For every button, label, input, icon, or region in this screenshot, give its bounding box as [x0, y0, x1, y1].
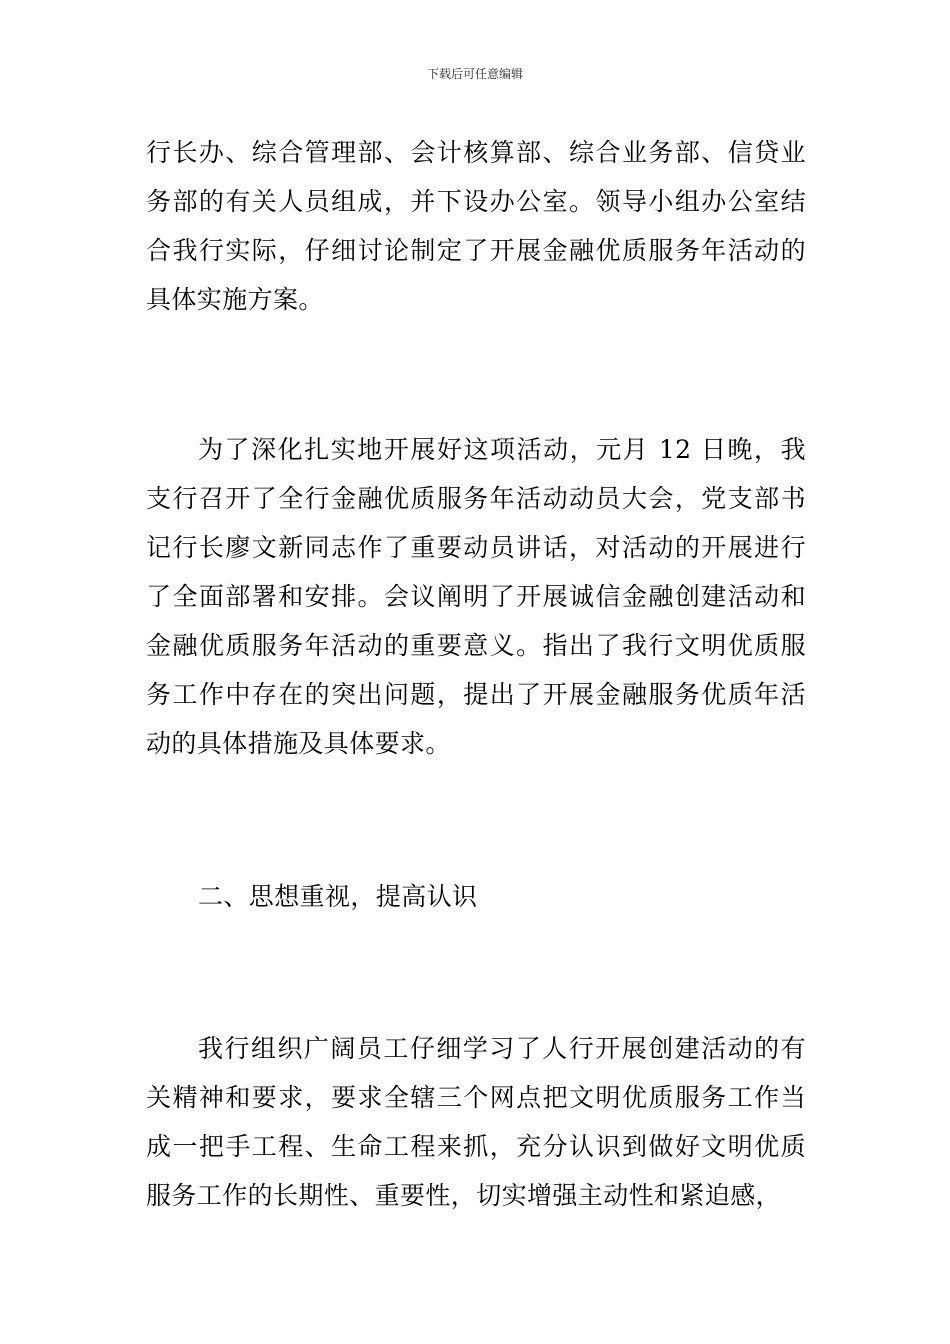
paragraph-continuation: 行长办、综合管理部、会计核算部、综合业务部、信贷业务部的有关人员组成，并下设办公室。领导小组办公室结合我行实际，仔细讨论制定了开展金融优质服务年活动的具体实施方案。 [146, 138, 806, 314]
header-note: 下载后可任意编辑 [426, 67, 523, 81]
paragraph-mobilization-meeting: 为了深化扎实地开展好这项活动，元月 12 日晚，我支行召开了全行金融优质服务年活动动员大会，党支部书记行长廖文新同志作了重要动员讲话，对活动的开展进行了全面部署和安排。会议阐明了开展诚信金融创建活动和金融优质服务年活动的重要意义。指出了我行文明优质服务工作中存在的突出问题，提出了开展金融服务优质年活动的具体措施及具体要求。 [146, 435, 806, 758]
section-heading: 二、思想重视，提高认识 [198, 882, 478, 911]
paragraph-study-requirements: 我行组织广阔员工仔细学习了人行开展创建活动的有关精神和要求，要求全辖三个网点把文明优质服务工作当成一把手工程、生命工程来抓，充分认识到做好文明优质服务工作的长期性、重要性，切实增强主动性和紧迫感， [146, 1034, 806, 1210]
